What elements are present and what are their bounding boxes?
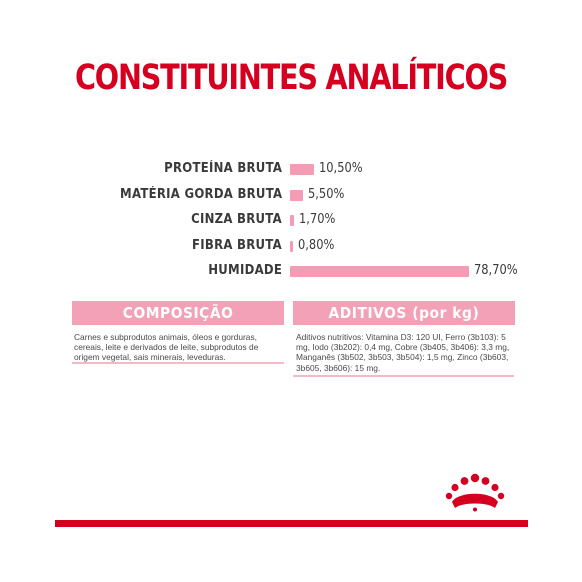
additives-header-label: ADITIVOS (por kg) — [328, 304, 480, 322]
constituent-bar — [290, 241, 293, 252]
page-title: CONSTITUINTES ANALÍTICOS — [74, 58, 508, 98]
constituent-label: PROTEÍNA BRUTA — [163, 161, 282, 176]
constituent-bar — [290, 266, 469, 277]
constituent-value: 0,80% — [298, 237, 335, 253]
constituent-label: HUMIDADE — [208, 263, 282, 278]
composition-header-label: COMPOSIÇÃO — [122, 304, 234, 322]
constituent-label: FIBRA BRUTA — [192, 237, 282, 253]
royal-crown-icon — [444, 472, 506, 512]
constituent-bar — [290, 190, 303, 201]
additives-text: Aditivos nutritivos: Vitamina D3: 120 UI, Ferro (3b103): 5 mg, Iodo (3b202): 0,4 mg, Cobre (3b405, 3b406): 3,3 mg, Manganês (3b502, 3b503, 3b504): 1,5 mg, Zinco (3b603, 3b605, 3b606): 15 mg. — [293, 325, 514, 377]
constituent-value: 5,50% — [307, 186, 344, 202]
constituent-value: 78,70% — [474, 263, 518, 278]
composition-header — [72, 301, 284, 325]
constituent-bar — [290, 215, 294, 226]
composition-text: Carnes e subprodutos animais, óleos e gorduras, cereais, leite e derivados de leite, subprodutos de origem vegetal, sais minerais, leveduras. — [72, 325, 284, 364]
constituent-value: 10,50% — [318, 161, 363, 176]
additives-header — [293, 301, 515, 325]
constituent-bar — [290, 164, 314, 175]
bottom-brand-bar — [55, 520, 528, 527]
constituent-value: 1,70% — [298, 212, 336, 227]
constituent-label: CINZA BRUTA — [191, 212, 282, 227]
constituent-label: MATÉRIA GORDA BRUTA — [119, 186, 282, 202]
